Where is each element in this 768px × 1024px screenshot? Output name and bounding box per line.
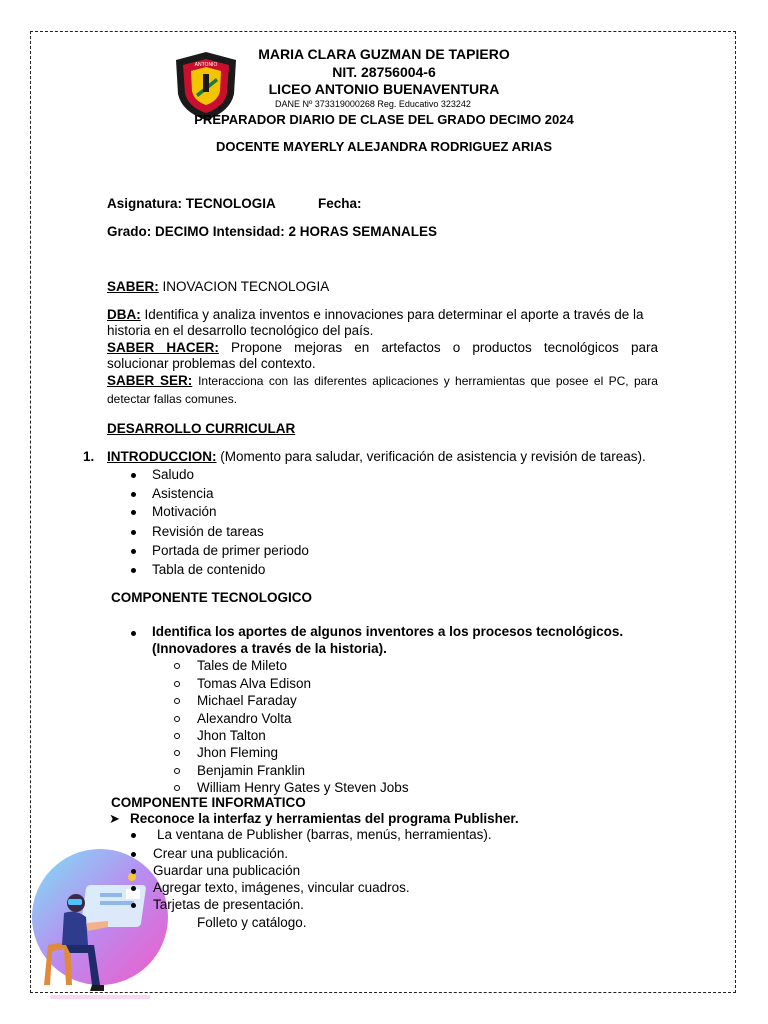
circle-bullet-icon bbox=[174, 663, 180, 669]
informatico-last-item: Folleto y catálogo. bbox=[197, 915, 307, 930]
bullet-icon bbox=[131, 886, 136, 891]
list-item: Asistencia bbox=[152, 486, 214, 501]
header-dane: DANE Nº 373319000268 Reg. Educativo 323242 bbox=[275, 99, 471, 109]
document-title: PREPARADOR DIARIO DE CLASE DEL GRADO DECIMO 2024 bbox=[194, 112, 574, 127]
dba-line2: historia en el desarrollo tecnológico del país. bbox=[107, 323, 374, 338]
saber-label: SABER: bbox=[107, 279, 159, 294]
bullet-icon bbox=[131, 833, 136, 838]
list-item: Portada de primer periodo bbox=[152, 543, 309, 558]
saber-ser-label: SABER SER: bbox=[107, 373, 193, 388]
inventor-item: Michael Faraday bbox=[197, 693, 297, 708]
teacher-name: DOCENTE MAYERLY ALEJANDRA RODRIGUEZ ARIAS bbox=[215, 139, 553, 154]
saber-hacer-line2: solucionar problemas del contexto. bbox=[107, 356, 316, 371]
bullet-icon bbox=[131, 852, 136, 857]
bullet-icon bbox=[131, 568, 136, 573]
circle-bullet-icon bbox=[174, 733, 180, 739]
intro-line bbox=[107, 449, 646, 464]
arrow-bullet-icon: ➤ bbox=[109, 811, 120, 826]
informatico-item: Guardar una publicación bbox=[153, 863, 301, 878]
inventor-item: Jhon Talton bbox=[197, 728, 266, 743]
dba-label: DBA: bbox=[107, 307, 141, 322]
intro-label: INTRODUCCION: bbox=[107, 449, 217, 464]
dba-line1: Identifica y analiza inventos e innovaciones para determinar el aporte a través de la bbox=[144, 307, 644, 322]
saber-hacer-label: SABER HACER: bbox=[107, 340, 219, 355]
inventor-item: Benjamin Franklin bbox=[197, 763, 306, 778]
person-at-computer-illustration bbox=[30, 845, 170, 1005]
list-item: Motivación bbox=[152, 504, 217, 519]
circle-bullet-icon bbox=[174, 750, 180, 756]
desarrollo-title: DESARROLLO CURRICULAR bbox=[107, 421, 296, 436]
intro-text: (Momento para saludar, verificación de asistencia y revisión de tareas). bbox=[220, 449, 646, 464]
saber-ser-paragraph bbox=[107, 373, 658, 389]
circle-bullet-icon bbox=[174, 698, 180, 704]
tecnologico-bullet-line1: Identifica los aportes de algunos inventores a los procesos tecnológicos. bbox=[152, 624, 624, 639]
list-item: Revisión de tareas bbox=[152, 524, 264, 539]
circle-bullet-icon bbox=[174, 785, 180, 791]
inventor-item: Tomas Alva Edison bbox=[197, 676, 312, 691]
list-item: Tabla de contenido bbox=[152, 562, 266, 577]
grado: Grado: DECIMO Intensidad: 2 HORAS SEMANALES bbox=[107, 224, 438, 239]
bullet-icon bbox=[131, 530, 136, 535]
saber-ser-line1: Interacciona con las diferentes aplicaciones y herramientas que posee el PC, para bbox=[198, 374, 658, 388]
dba-paragraph bbox=[107, 307, 658, 323]
saber-hacer-paragraph bbox=[107, 340, 658, 356]
bullet-icon bbox=[131, 473, 136, 478]
header-line1: MARIA CLARA GUZMAN DE TAPIERO bbox=[258, 46, 510, 62]
informatico-item: Agregar texto, imágenes, vincular cuadros. bbox=[153, 880, 410, 895]
inventor-item: William Henry Gates y Steven Jobs bbox=[197, 780, 409, 795]
informatico-item: Crear una publicación. bbox=[153, 846, 289, 861]
list-item: Saludo bbox=[152, 467, 195, 482]
bullet-icon bbox=[131, 549, 136, 554]
inventor-item: Alexandro Volta bbox=[197, 711, 292, 726]
componente-informatico-title: COMPONENTE INFORMATICO bbox=[111, 795, 306, 810]
circle-bullet-icon bbox=[174, 768, 180, 774]
asignatura: Asignatura: TECNOLOGIA bbox=[107, 196, 276, 211]
inventor-item: Jhon Fleming bbox=[197, 745, 279, 760]
svg-text:ANTONIO: ANTONIO bbox=[194, 62, 218, 68]
inventor-item: Tales de Mileto bbox=[197, 658, 288, 673]
bullet-icon bbox=[131, 510, 136, 515]
header-nit: NIT. 28756004-6 bbox=[332, 64, 436, 80]
saber-text: INOVACION TECNOLOGIA bbox=[162, 279, 330, 294]
circle-bullet-icon bbox=[174, 716, 180, 722]
informatico-item: La ventana de Publisher (barras, menús, herramientas). bbox=[157, 827, 492, 842]
tecnologico-bullet-line2: (Innovadores a través de la historia). bbox=[152, 641, 387, 656]
bullet-icon bbox=[131, 869, 136, 874]
saber-hacer-line1: Propone mejoras en artefactos o productos tecnológicos para bbox=[231, 340, 658, 355]
saber-line bbox=[107, 279, 329, 294]
informatico-item: Tarjetas de presentación. bbox=[153, 897, 304, 912]
fecha-label: Fecha: bbox=[318, 196, 362, 211]
componente-tecnologico-title: COMPONENTE TECNOLOGICO bbox=[111, 590, 313, 605]
informatico-arrow-item: Reconoce la interfaz y herramientas del programa Publisher. bbox=[130, 811, 519, 826]
saber-ser-line2: detectar fallas comunes. bbox=[107, 392, 238, 406]
circle-bullet-icon bbox=[174, 681, 180, 687]
bullet-icon bbox=[131, 903, 136, 908]
intro-number: 1. bbox=[83, 449, 95, 464]
bullet-icon bbox=[131, 631, 136, 636]
header-school: LICEO ANTONIO BUENAVENTURA bbox=[268, 81, 500, 97]
bullet-icon bbox=[131, 492, 136, 497]
